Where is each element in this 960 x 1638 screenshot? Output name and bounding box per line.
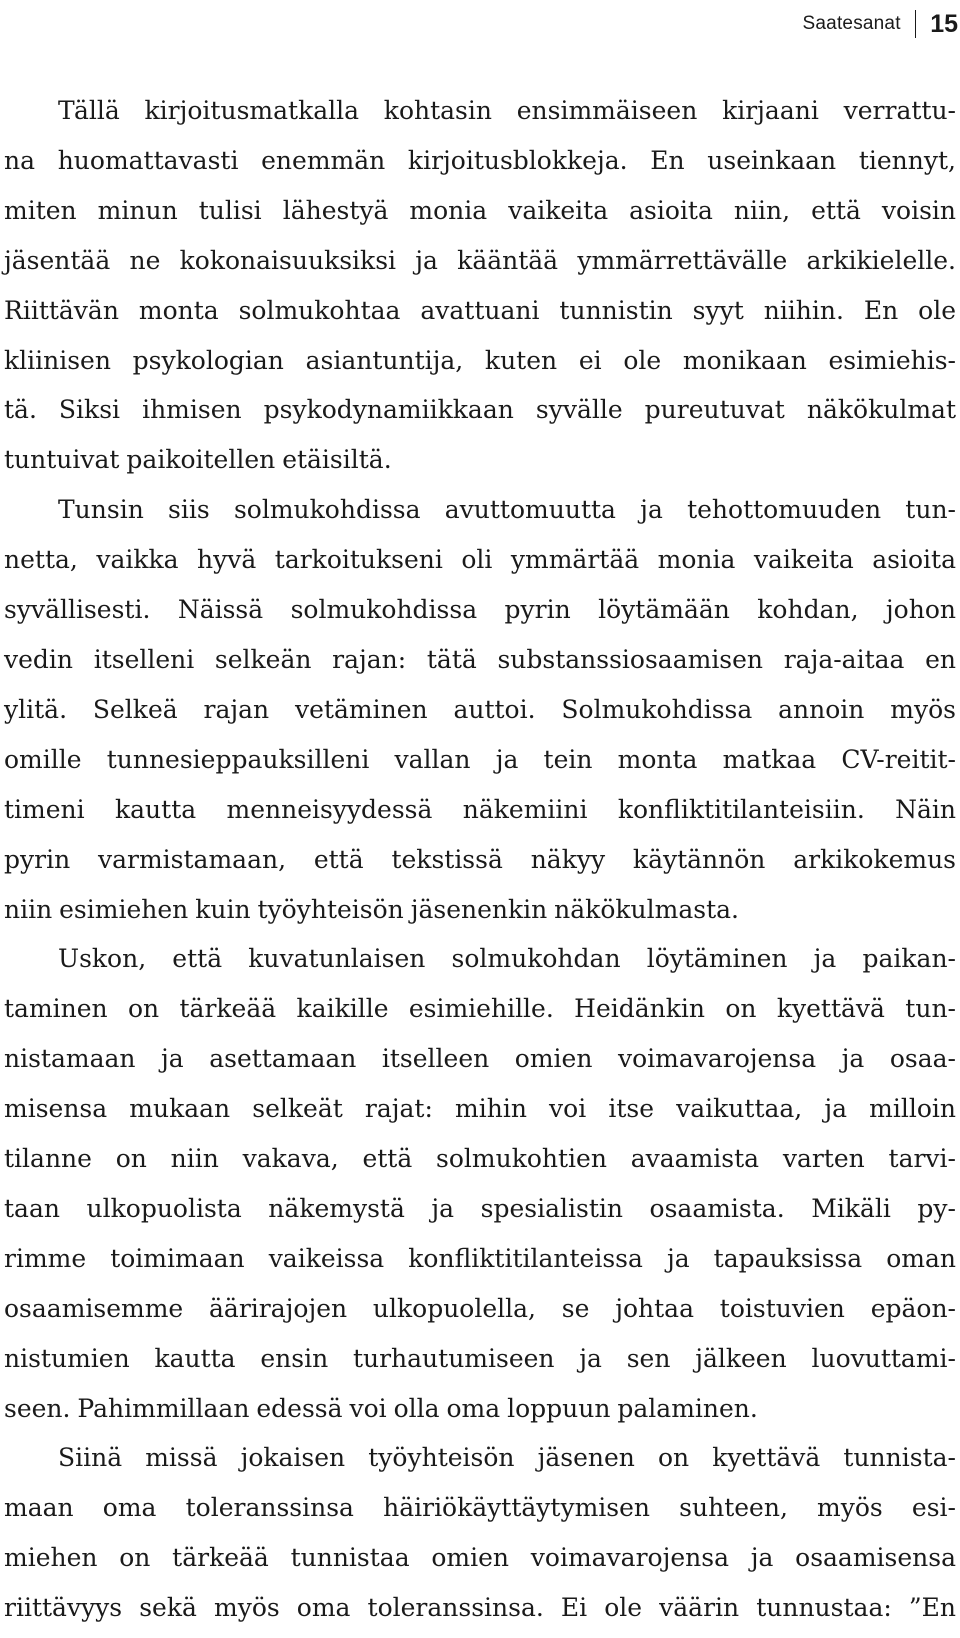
- text-line: nistamaan ja asettamaan itselleen omien voimavarojensa ja osaa-: [4, 1044, 956, 1074]
- text-line: tuntuivat paikoitellen etäisiltä.: [4, 445, 392, 475]
- text-line: tä. Siksi ihmisen psykodynamiikkaan syvälle pureutuvat näkökulmat: [4, 395, 956, 425]
- text-line: miehen on tärkeää tunnistaa omien voimavarojensa ja osaamisensa: [4, 1543, 956, 1573]
- text-line: osaamisemme äärirajojen ulkopuolella, se johtaa toistuvien epäon-: [4, 1293, 956, 1323]
- text-line-content: Uskon, että kuvatunlaisen solmukohdan löytäminen ja paikan-: [58, 944, 956, 974]
- text-line: niin esimiehen kuin työyhteisön jäsenenkin näkökulmasta.: [4, 894, 739, 924]
- text-line: jäsentää ne kokonaisuuksiksi ja kääntää ymmärrettävälle arkikielelle.: [4, 245, 956, 275]
- text-line: timeni kautta menneisyydessä näkemiini konfliktitilanteisiin. Näin: [4, 794, 956, 824]
- text-line: na huomattavasti enemmän kirjoitusblokkeja. En useinkaan tiennyt,: [4, 145, 956, 175]
- text-line: netta, vaikka hyvä tarkoitukseni oli ymmärtää monia vaikeita asioita: [4, 545, 956, 575]
- section-title: Saatesanat: [802, 13, 901, 34]
- text-line: Riittävän monta solmukohtaa avattuani tunnistin syyt niihin. En ole: [4, 295, 956, 325]
- text-line: ylitä. Selkeä rajan vetäminen auttoi. Solmukohdissa annoin myös: [4, 694, 956, 724]
- text-line: taan ulkopuolista näkemystä ja spesialistin osaamista. Mikäli py-: [4, 1193, 956, 1223]
- text-line-content: Tunsin siis solmukohdissa avuttomuutta ja tehottomuuden tun-: [58, 495, 956, 525]
- paragraph: [4, 86, 956, 485]
- text-line: taminen on tärkeää kaikille esimiehille. Heidänkin on kyettävä tun-: [4, 994, 956, 1024]
- text-line: [4, 485, 956, 535]
- paragraph: [4, 485, 956, 934]
- text-line: vedin itselleni selkeän rajan: tätä substanssiosaamisen raja-aitaa en: [4, 644, 956, 674]
- text-line: syvällisesti. Näissä solmukohdissa pyrin löytämään kohdan, johon: [4, 595, 956, 625]
- text-line: riittävyys sekä myös oma toleranssinsa. Ei ole väärin tunnustaa: ”En: [4, 1593, 956, 1623]
- text-line-content: Siinä missä jokaisen työyhteisön jäsenen on kyettävä tunnista-: [58, 1443, 956, 1473]
- text-line: pyrin varmistamaan, että tekstissä näkyy käytännön arkikokemus: [4, 844, 956, 874]
- paragraph: [4, 934, 956, 1433]
- text-line: [4, 1433, 956, 1483]
- text-line: omille tunnesieppauksilleni vallan ja tein monta matkaa CV-reitit-: [4, 744, 956, 774]
- text-line: misensa mukaan selkeät rajat: mihin voi itse vaikuttaa, ja milloin: [4, 1094, 956, 1124]
- text-line: seen. Pahimmillaan edessä voi olla oma loppuun palaminen.: [4, 1393, 758, 1423]
- text-line: [4, 86, 956, 136]
- text-line: [4, 934, 956, 984]
- page-number: 15: [930, 9, 958, 38]
- text-line: miten minun tulisi lähestyä monia vaikeita asioita niin, että voisin: [4, 195, 956, 225]
- text-line: kliinisen psykologian asiantuntija, kuten ei ole monikaan esimiehis-: [4, 345, 956, 375]
- running-header: [803, 6, 960, 42]
- text-line: tilanne on niin vakava, että solmukohtien avaamista varten tarvi-: [4, 1144, 956, 1174]
- paragraph: [4, 1433, 956, 1633]
- text-line: maan oma toleranssinsa häiriökäyttäytymisen suhteen, myös esi-: [4, 1493, 956, 1523]
- text-line: rimme toimimaan vaikeissa konfliktitilanteissa ja tapauksissa oman: [4, 1243, 956, 1273]
- body-text: [4, 86, 956, 1633]
- text-line: nistumien kautta ensin turhautumiseen ja sen jälkeen luovuttami-: [4, 1343, 956, 1373]
- text-line-content: Tällä kirjoitusmatkalla kohtasin ensimmäiseen kirjaani verrattu-: [58, 96, 956, 125]
